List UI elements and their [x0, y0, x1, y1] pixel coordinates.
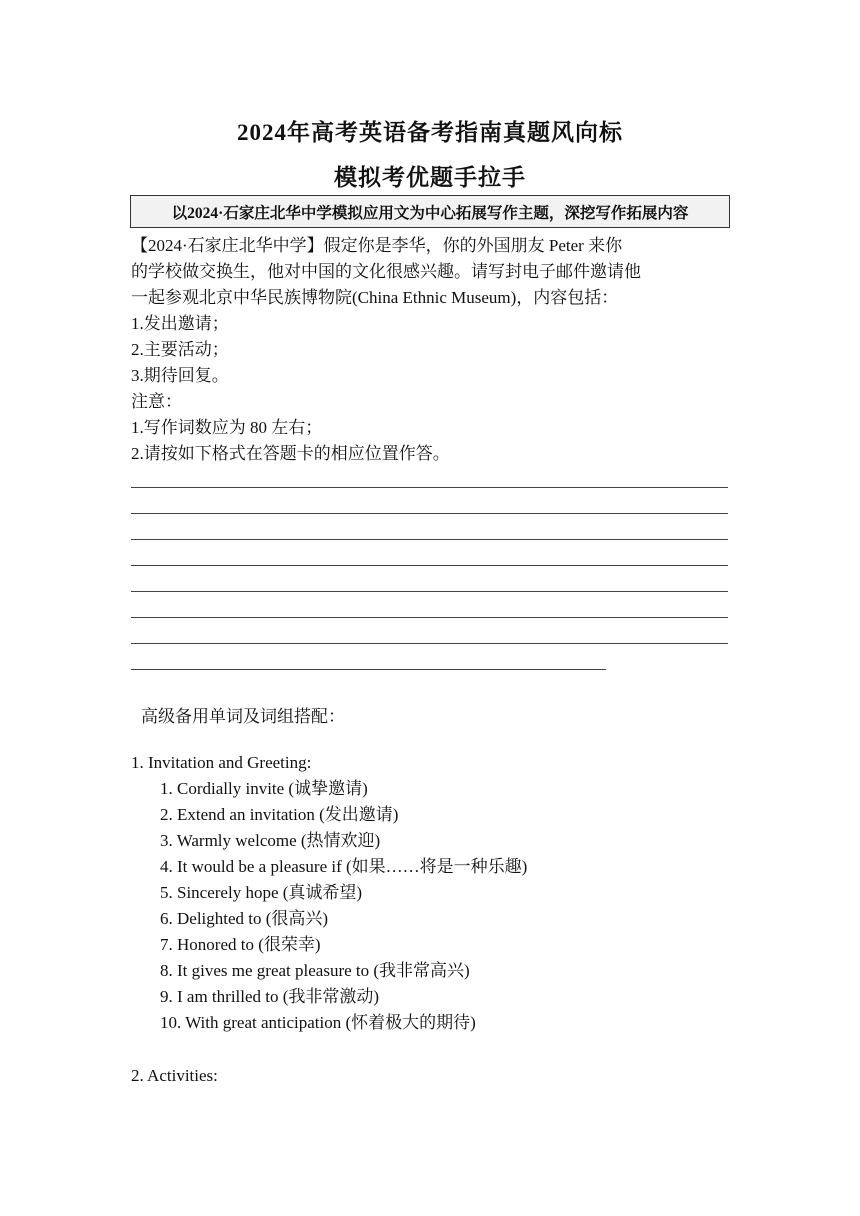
prompt-line: 【2024·石家庄北华中学】假定你是李华，你的外国朋友 Peter 来你	[131, 236, 623, 255]
section-title: 1. Invitation and Greeting:	[131, 753, 312, 772]
answer-line	[131, 643, 728, 644]
list-item: 4. It would be a pleasure if (如果……将是一种乐趣)	[160, 857, 528, 876]
content-point: 3.期待回复。	[131, 366, 229, 385]
note-item: 1.写作词数应为 80 左右；	[131, 418, 323, 437]
prompt-line: 的学校做交换生，他对中国的文化很感兴趣。请写封电子邮件邀请他	[131, 262, 641, 281]
list-item: 7. Honored to (很荣幸)	[160, 935, 321, 954]
document-title: 2024年高考英语备考指南真题风向标	[237, 120, 623, 145]
answer-line	[131, 591, 728, 592]
vocab-heading: 高级备用单词及词组搭配：	[141, 707, 345, 726]
list-item: 2. Extend an invitation (发出邀请)	[160, 805, 399, 824]
note-label: 注意：	[131, 392, 182, 411]
list-item: 6. Delighted to (很高兴)	[160, 909, 329, 928]
list-item: 1. Cordially invite (诚挚邀请)	[160, 779, 368, 798]
list-item: 5. Sincerely hope (真诚希望)	[160, 883, 363, 902]
topic-banner: 以2024·石家庄北华中学模拟应用文为中心拓展写作主题，深挖写作拓展内容	[130, 195, 730, 228]
answer-line	[131, 487, 728, 488]
answer-line	[131, 539, 728, 540]
section-title: 2. Activities:	[131, 1066, 218, 1085]
writing-prompt	[131, 233, 731, 467]
document-subtitle: 模拟考优题手拉手	[334, 165, 526, 190]
prompt-line: 一起参观北京中华民族博物院(China Ethnic Museum)，内容包括：	[131, 288, 619, 307]
content-point: 1.发出邀请；	[131, 314, 229, 333]
list-item: 8. It gives me great pleasure to (我非常高兴)	[160, 961, 470, 980]
list-item: 3. Warmly welcome (热情欢迎)	[160, 831, 381, 850]
answer-line	[131, 617, 728, 618]
content-point: 2.主要活动；	[131, 340, 229, 359]
list-item: 10. With great anticipation (怀着极大的期待)	[160, 1013, 476, 1032]
answer-line	[131, 669, 606, 670]
answer-line	[131, 565, 728, 566]
list-item: 9. I am thrilled to (我非常激动)	[160, 987, 380, 1006]
note-item: 2.请按如下格式在答题卡的相应位置作答。	[131, 444, 450, 463]
answer-line	[131, 513, 728, 514]
phrase-list	[160, 776, 527, 1036]
